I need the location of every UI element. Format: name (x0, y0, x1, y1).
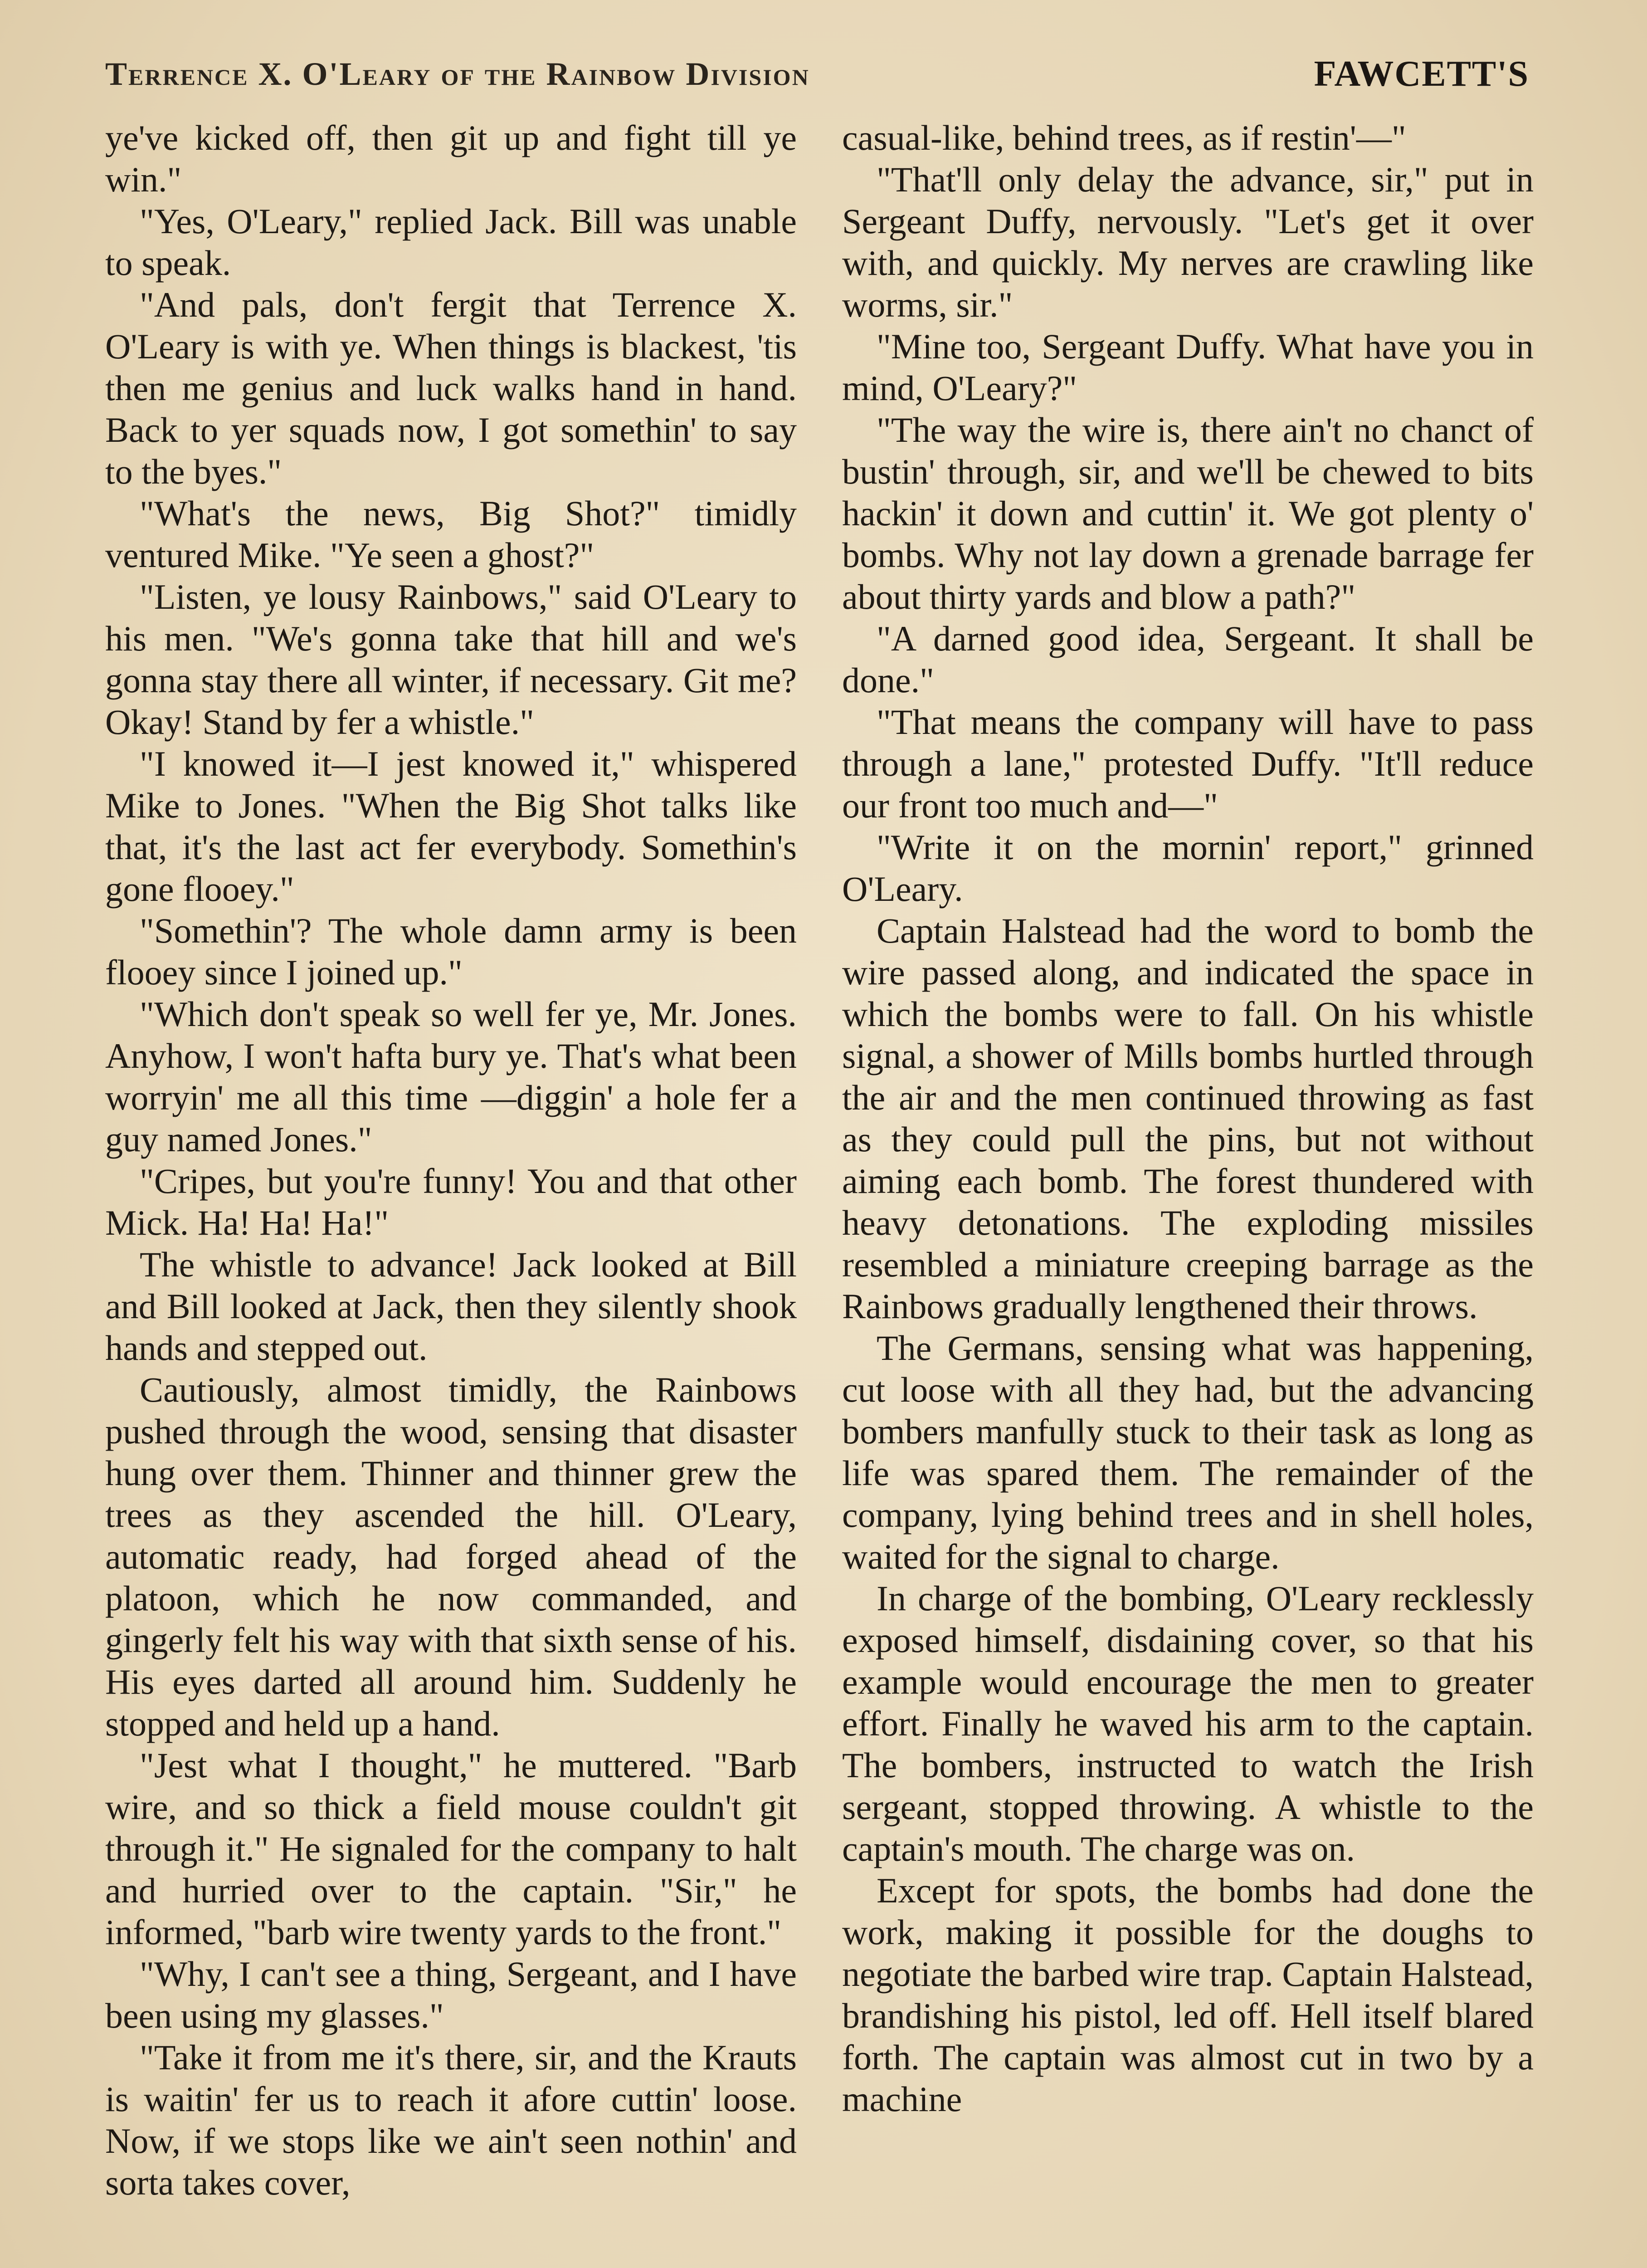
paragraph: "What's the news, Big Shot?" timidly ventured Mike. "Ye seen a ghost?" (105, 494, 797, 575)
paragraph: ye've kicked off, then git up and fight till ye win." (105, 118, 797, 199)
paragraph: The whistle to advance! Jack looked at Bill and Bill looked at Jack, then they silently shook hands and stepped out. (105, 1245, 797, 1368)
running-title: Terrence X. O'Leary of the Rainbow Division (105, 55, 810, 92)
paragraph: Cautiously, almost timidly, the Rainbows pushed through the wood, sensing that disaster hung over them. Thinner and thinner grew the trees as they ascended the hill. O'Leary, automatic ready, had forged ahead of the platoon, which he now commanded, and gingerly felt his way with that sixth sense of his. His eyes darted all around him. Suddenly he stopped and held up a hand. (105, 1370, 797, 1743)
paragraph: "I knowed it—I jest knowed it," whispered Mike to Jones. "When the Big Shot talks like that, it's the last act fer everybody. Somethin's gone flooey." (105, 744, 797, 909)
paragraph: "The way the wire is, there ain't no chanct of bustin' through, sir, and we'll be chewed to bits hackin' it down and cuttin' it. We got plenty o' bombs. Why not lay down a grenade barrage fer about thirty yards and blow a path?" (842, 410, 1534, 616)
paragraph: "Yes, O'Leary," replied Jack. Bill was unable to speak. (105, 201, 797, 283)
paragraph: "Take it from me it's there, sir, and the Krauts is waitin' fer us to reach it afore cuttin' loose. Now, if we stops like we ain't seen nothin' and sorta takes cover, (105, 2038, 797, 2202)
paragraph: "Why, I can't see a thing, Sergeant, and I have been using my glasses." (105, 1954, 797, 2035)
paragraph: "Write it on the mornin' report," grinned O'Leary. (842, 827, 1534, 909)
magazine-name: FAWCETT'S (1314, 54, 1529, 94)
paragraph: "That means the company will have to pass through a lane," protested Duffy. "It'll reduce our front too much and—" (842, 702, 1534, 825)
paragraph: "A darned good idea, Sergeant. It shall be done." (842, 619, 1534, 700)
paragraph: Except for spots, the bombs had done the work, making it possible for the doughs to negotiate the barbed wire trap. Captain Halstead, brandishing his pistol, led off. Hell itself blared forth. The captain was almost cut in two by a machine (842, 1871, 1534, 2119)
paragraph: casual-like, behind trees, as if restin'—" (842, 118, 1406, 157)
page-header (105, 49, 1529, 99)
paragraph: "Mine too, Sergeant Duffy. What have you in mind, O'Leary?" (842, 327, 1534, 408)
paragraph: "Listen, ye lousy Rainbows," said O'Leary to his men. "We's gonna take that hill and we's gonna stay there all winter, if necessary. Git me? Okay! Stand by fer a whistle." (105, 577, 797, 742)
paragraph: In charge of the bombing, O'Leary recklessly exposed himself, disdaining cover, so that his example would encourage the men to greater effort. Finally he waved his arm to the captain. The bombers, instructed to watch the Irish sergeant, stopped throwing. A whistle to the captain's mouth. The charge was on. (842, 1579, 1534, 1868)
left-column (105, 117, 797, 2268)
paragraph: "That'll only delay the advance, sir," put in Sergeant Duffy, nervously. "Let's get it over with, and quickly. My nerves are crawling like worms, sir." (842, 160, 1534, 324)
paragraph: Captain Halstead had the word to bomb the wire passed along, and indicated the space in which the bombs were to fall. On his whistle signal, a shower of Mills bombs hurtled through the air and the men continued throwing as fast as they could pull the pins, but not without aiming each bomb. The forest thundered with heavy detonations. The exploding missiles resembled a miniature creeping barrage as the Rainbows gradually lengthened their throws. (842, 911, 1534, 1326)
right-column (842, 117, 1534, 2268)
paragraph: "Jest what I thought," he muttered. "Barb wire, and so thick a field mouse couldn't git through it." He signaled for the company to halt and hurried over to the captain. "Sir," he informed, "barb wire twenty yards to the front." (105, 1745, 797, 1952)
paragraph: "And pals, don't fergit that Terrence X. O'Leary is with ye. When things is blackest, 'tis then me genius and luck walks hand in hand. Back to yer squads now, I got somethin' to say to the byes." (105, 285, 797, 491)
paragraph: The Germans, sensing what was happening, cut loose with all they had, but the advancing bombers manfully stuck to their task as long as life was spared them. The remainder of the company, lying behind trees and in shell holes, waited for the signal to charge. (842, 1328, 1534, 1576)
paragraph: "Cripes, but you're funny! You and that other Mick. Ha! Ha! Ha!" (105, 1161, 797, 1242)
paragraph: "Somethin'? The whole damn army is been flooey since I joined up." (105, 911, 797, 992)
text-columns (105, 117, 1534, 2268)
paragraph: "Which don't speak so well fer ye, Mr. Jones. Anyhow, I won't hafta bury ye. That's what been worryin' me all this time —diggin' a hole fer a guy named Jones." (105, 994, 797, 1159)
